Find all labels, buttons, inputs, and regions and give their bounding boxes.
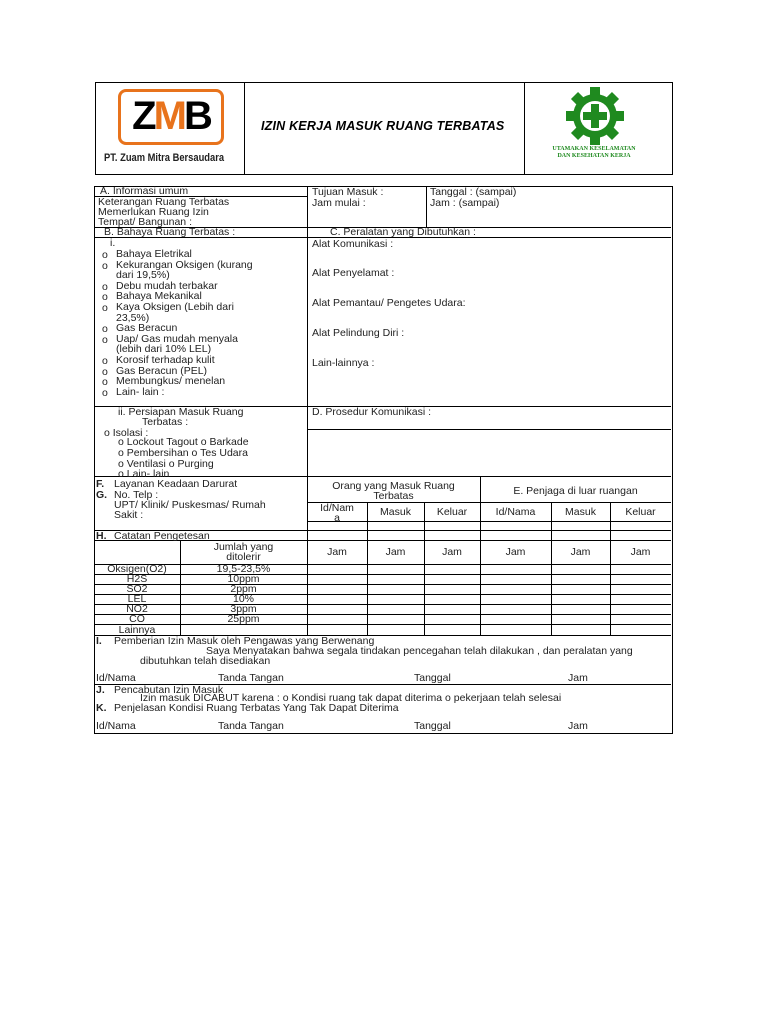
jam-sampai-label: Jam : (sampai) (430, 197, 500, 209)
hazard-bullet: o (102, 323, 108, 336)
section-j-text: Pencabutan Izin Masuk (114, 684, 224, 696)
section-i-text: Pemberian Izin Masuk oleh Pengawas yang Berwenang (114, 635, 375, 647)
section-i-stmt2: dibutuhkan telah disediakan (140, 655, 271, 667)
label-i: I. (96, 635, 102, 647)
hazard-item: Gas Beracun (PEL) (116, 364, 208, 377)
label-g: G. (96, 489, 108, 501)
hazard-bullet: o (102, 376, 108, 389)
label-f: F. (96, 478, 105, 490)
section-g-line3: UPT/ Klinik/ Puskesmas/ Rumah (114, 499, 266, 511)
label-h: H. (96, 530, 107, 542)
jam-col-3: Jam (442, 546, 462, 558)
limit-heading1: Jumlah yang (213, 541, 274, 553)
prep-isolasi: o Isolasi : (104, 427, 149, 439)
gas-limit: 19,5-23,5% (216, 563, 271, 575)
section-b-sub: i. (110, 237, 116, 249)
prep-heading1: ii. Persiapan Masuk Ruang (118, 406, 244, 418)
k3-slogan: UTAMAKAN KESELAMATAN DAN KESEHATAN KERJA (552, 146, 636, 159)
equip-rescue: Alat Penyelamat : (312, 267, 395, 279)
line-f-top (94, 476, 671, 477)
equip-ppe: Alat Pelindung Diri : (312, 327, 405, 339)
label-j: J. (96, 684, 105, 696)
gas-limit: 3ppm (230, 603, 257, 615)
gas-name: SO2 (126, 583, 148, 595)
hazard-bullet: o (102, 291, 108, 304)
hazard-item: Bahaya Eletrikal (116, 248, 192, 260)
prep-heading2: Terbatas : (142, 416, 189, 428)
section-b-heading: B. Bahaya Ruang Terbatas : (104, 226, 236, 238)
sign-k-ttd: Tanda Tangan (218, 720, 284, 732)
entrants-col-out: Keluar (436, 506, 468, 518)
section-a-desc1: Keterangan Ruang Terbatas (98, 196, 230, 208)
header-divider-right (524, 82, 525, 174)
sign-i-ttd: Tanda Tangan (218, 672, 284, 684)
sign-i-id: Id/Nama (96, 672, 136, 684)
section-i-stmt1: Saya Menyatakan bahwa segala tindakan pencegahan telah dilakukan , dan peralatan yang (206, 645, 633, 657)
jam-col-6: Jam (630, 546, 651, 558)
jam-mulai-label: Jam mulai : (312, 197, 366, 209)
section-a-heading: A. Informasi umum (100, 185, 189, 197)
guard-col-out: Keluar (625, 506, 656, 518)
gas-name: LEL (127, 593, 147, 605)
prep-row2: o Pembersihan o Tes Udara (118, 447, 248, 459)
hazard-item: Kaya Oksigen (Lebih dari (116, 301, 234, 313)
company-name: PT. Zuam Mitra Bersaudara (104, 152, 225, 164)
k3-gear-cross-icon (551, 86, 639, 146)
hazard-item: Kekurangan Oksigen (kurang (116, 258, 253, 271)
hazard-bullet: o (102, 386, 108, 399)
gas-name: NO2 (126, 603, 148, 615)
divider-a-right (426, 186, 427, 227)
label-k: K. (96, 702, 107, 714)
section-f-text: Layanan Keadaan Darurat (114, 478, 238, 490)
header-divider-left (244, 82, 245, 174)
hazard-item: Bahaya Mekanikal (116, 290, 202, 303)
prep-row3: o Ventilasi o Purging (118, 458, 214, 470)
gas-name: H2S (126, 573, 148, 585)
jam-col-4: Jam (505, 546, 526, 558)
hazard-bullet: o (102, 365, 108, 378)
entrants-heading2: Terbatas (373, 490, 414, 502)
section-k-text: Penjelasan Kondisi Ruang Terbatas Yang Tak Dapat Diterima (114, 702, 399, 714)
gas-limit: 25ppm (227, 613, 260, 625)
hazard-item: Uap/ Gas mudah menyala (116, 332, 238, 345)
hazard-item: (lebih dari 10% LEL) (116, 343, 212, 356)
section-a-desc3: Tempat/ Bangunan : (98, 216, 192, 228)
prep-row1: o Lockout Tagout o Barkade (118, 436, 249, 448)
hazard-item: Korosif terhadap kulit (116, 354, 215, 366)
tanggal-label: Tanggal : (sampai) (430, 186, 517, 198)
gas-limit: 10% (232, 593, 254, 605)
section-h-text: Catatan Pengetesan (114, 530, 210, 542)
entrants-heading1: Orang yang Masuk Ruang (332, 480, 455, 492)
sign-k-id: Id/Nama (96, 720, 136, 732)
equip-monitor: Alat Pemantau/ Pengetes Udara: (312, 297, 466, 309)
hazard-item: Gas Beracun (116, 322, 178, 335)
form-title: IZIN KERJA MASUK RUANG TERBATAS (261, 119, 505, 133)
limit-heading2: ditolerir (226, 551, 261, 563)
section-g-text: No. Telp : (114, 489, 159, 501)
sign-k-date: Tanggal (414, 720, 451, 732)
hazard-item: Debu mudah terbakar (116, 279, 218, 292)
section-c-heading: C. Peralatan yang Dibutuhkan : (330, 226, 476, 238)
guard-heading: E. Penjaga di luar ruangan (513, 485, 638, 497)
sign-i-time: Jam (568, 672, 588, 684)
gas-name: CO (129, 613, 145, 625)
jam-col-1: Jam (327, 546, 347, 558)
hazard-bullet: o (102, 280, 108, 293)
prep-row4: o Lain- lain (118, 468, 170, 480)
sign-i-date: Tanggal (414, 672, 451, 684)
hazard-bullet: o (102, 355, 108, 367)
hazard-item: Lain- lain : (116, 385, 165, 398)
jam-col-5: Jam (570, 546, 591, 558)
sign-k-time: Jam (568, 720, 588, 732)
section-d-heading: D. Prosedur Komunikasi : (312, 406, 432, 418)
hazard-bullet: o (102, 302, 108, 314)
line-d-head (307, 429, 671, 430)
company-logo-text: ZMB (132, 94, 210, 138)
guard-col-in: Masuk (565, 506, 596, 518)
equip-comm: Alat Komunikasi : (312, 238, 394, 250)
hazard-bullet: o (102, 249, 108, 261)
hazard-bullet: o (102, 259, 108, 272)
gas-name: Oksigen(O2) (107, 563, 167, 575)
tujuan-label: Tujuan Masuk : (312, 186, 384, 198)
section-a-desc2: Memerlukan Ruang Izin (98, 206, 209, 218)
hazard-bullet: o (102, 333, 108, 346)
hazard-item: dari 19,5%) (116, 269, 170, 282)
entrants-col-id: Id/Nam (320, 502, 354, 514)
hazard-item: Membungkus/ menelan (116, 375, 226, 388)
section-g-line4: Sakit : (114, 509, 144, 521)
section-j-stmt: Izin masuk DICABUT karena : o Kondisi ruang tak dapat diterima o pekerjaan telah selesai (140, 692, 562, 704)
jam-col-2: Jam (385, 546, 406, 558)
gas-limit: 2ppm (230, 583, 257, 595)
guard-col-id: Id/Nama (495, 506, 536, 518)
gas-limit: 10ppm (227, 573, 260, 585)
equip-other: Lain-lainnya : (312, 357, 375, 369)
hazard-item: 23,5%) (116, 311, 150, 324)
entrants-col-id2: a (334, 512, 340, 524)
entrants-col-in: Masuk (380, 506, 411, 518)
gas-name: Lainnya (118, 624, 156, 636)
divider-main (307, 186, 308, 476)
